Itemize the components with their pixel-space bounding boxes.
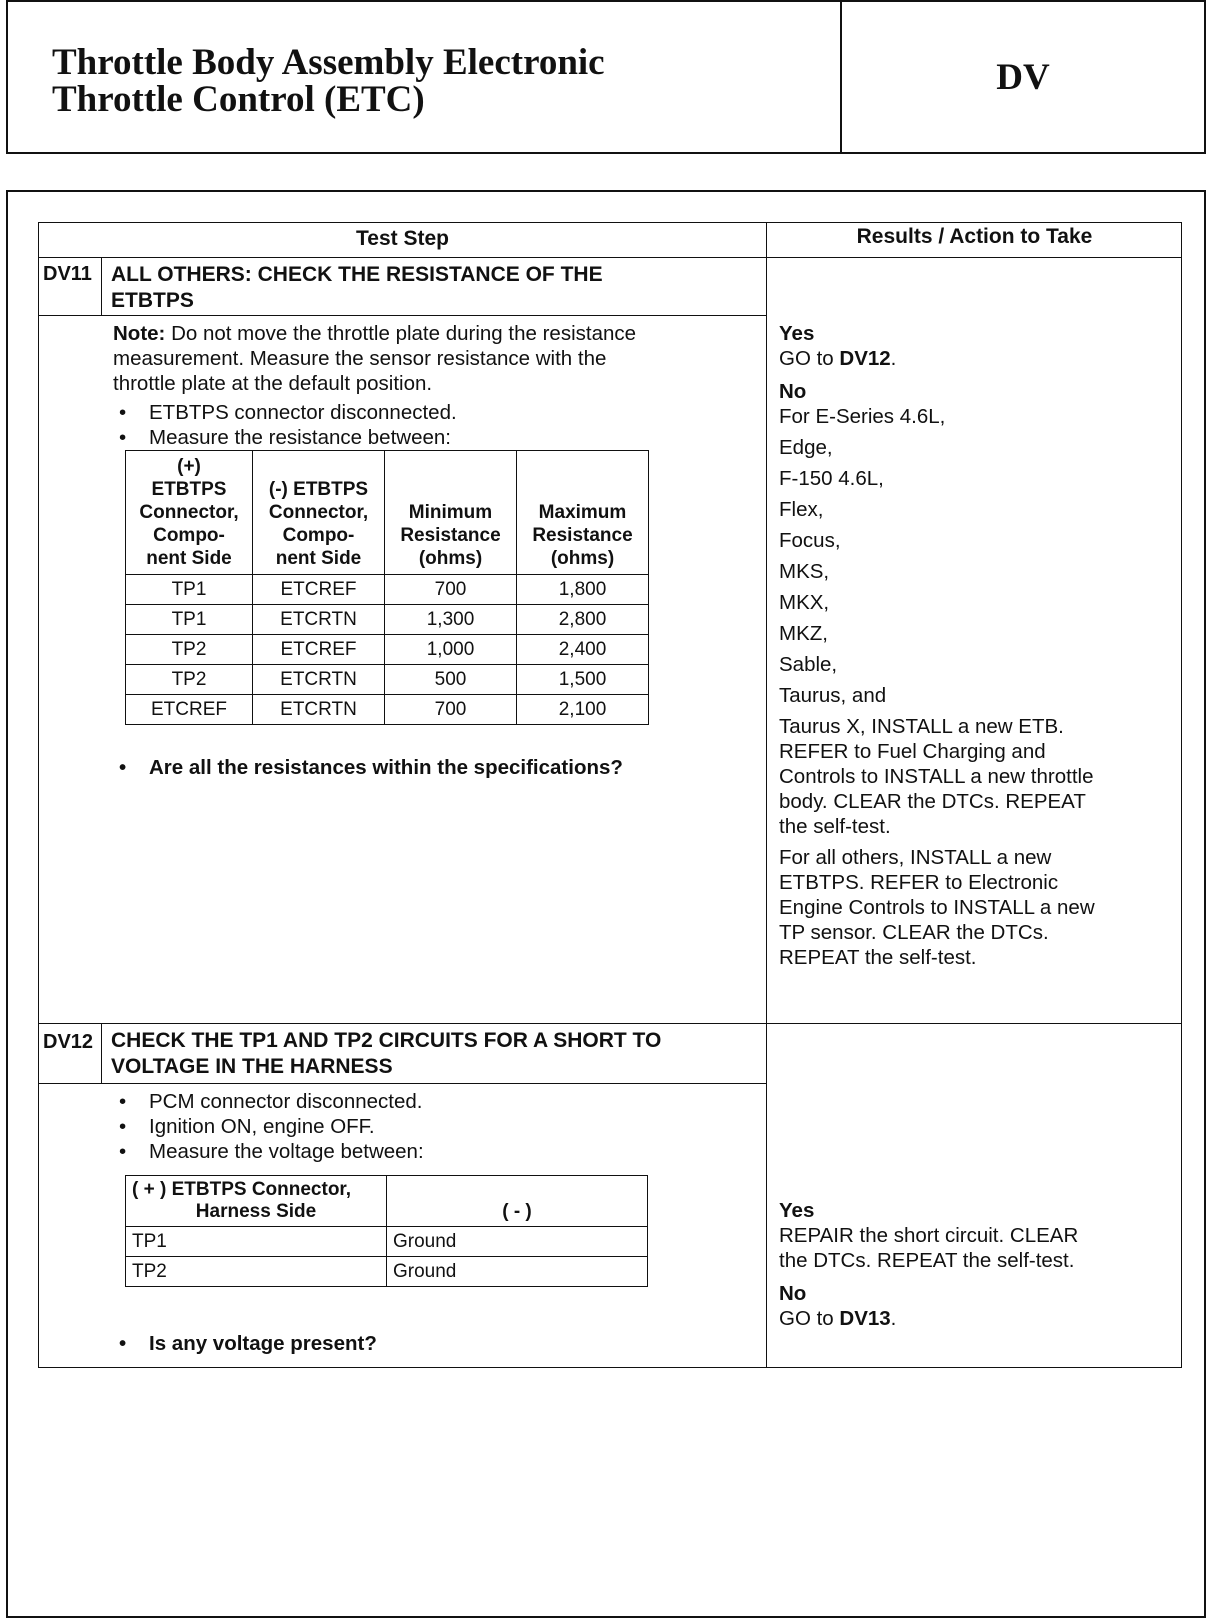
table-cell: 2,400 [517,635,649,665]
header-text: Resistance [532,525,633,546]
header-text: Compo- [153,525,225,546]
table-cell: TP1 [126,1227,387,1257]
note-label: Note: [113,322,166,345]
table-cell: 1,800 [517,575,649,605]
volt-header-positive [126,1176,387,1227]
header-text: Connector, [268,502,369,523]
dv11-step-id: DV11 [43,263,92,285]
table-cell: 500 [385,665,517,695]
volt-header-row [126,1176,648,1227]
page-title [8,2,842,152]
action-line: body. CLEAR the DTCs. REPEAT [779,790,1086,813]
yes-label: Yes [779,1199,815,1222]
header-text: Harness Side [195,1201,317,1222]
table-cell: 2,800 [517,605,649,635]
dv12-step-id: DV12 [43,1031,94,1053]
goto-link[interactable]: DV13 [839,1307,891,1330]
table-cell: ETCRTN [253,605,385,635]
dv11-id-divider [101,257,102,315]
page-title-line2: Throttle Control (ETC) [52,79,425,120]
header-text: ( + ) ETBTPS Connector, [132,1179,352,1200]
dv11-title-divider [39,315,766,316]
action-line: TP sensor. CLEAR the DTCs. [779,921,1049,944]
vehicle-item: Sable, [779,653,838,676]
action-line: Controls to INSTALL a new throttle [779,765,1094,788]
dv12-row-divider [39,1023,1181,1024]
action-text: . [890,347,897,370]
voltage-spec-table [125,1175,648,1287]
bullet-item: • Measure the voltage between: [113,1139,763,1164]
table-cell: Ground [387,1257,648,1287]
vehicle-item: MKX, [779,591,830,614]
header-text: ETBTPS [151,479,227,500]
dv11-results [779,321,1179,970]
table-cell: ETCREF [253,635,385,665]
dv12-title-line1: CHECK THE TP1 AND TP2 CIRCUITS FOR A SHORT TO [111,1029,662,1052]
dv12-question: • Is any voltage present? [113,1331,789,1356]
spec-header-negative [253,451,385,575]
action-text: GO to [779,1307,840,1330]
table-cell: 700 [385,695,517,725]
spec-header-minimum [385,451,517,575]
action-line: REPEAT the self-test. [779,946,977,969]
header-text: (-) ETBTPS [268,479,369,500]
header-text: nent Side [275,548,362,569]
table-cell: TP1 [126,575,253,605]
table-row [126,695,649,725]
table-row [126,635,649,665]
dv12-title-line2: VOLTAGE IN THE HARNESS [111,1055,393,1078]
dv12-step-title [111,1028,661,1080]
table-cell: TP2 [126,1257,387,1287]
vehicle-item: MKS, [779,560,830,583]
table-cell: ETCRTN [253,665,385,695]
vehicle-item: Flex, [779,498,824,521]
action-line: the DTCs. REPEAT the self-test. [779,1249,1075,1272]
bullet-item: • PCM connector disconnected. [113,1089,763,1114]
table-cell: TP2 [126,635,253,665]
header-text: (+) [177,456,201,477]
volt-header-negative: ( - ) [387,1176,648,1227]
table-cell: 2,100 [517,695,649,725]
header-text: (ohms) [550,548,615,569]
action-line: the self-test. [779,815,891,838]
no-label: No [779,380,807,403]
column-divider [766,223,767,1367]
table-cell: ETCREF [253,575,385,605]
no-action [779,1306,1179,1331]
test-step-table [38,222,1182,1368]
action-text: GO to [779,347,840,370]
table-cell: 1,000 [385,635,517,665]
column-header-test-step: Test Step [356,227,449,250]
table-cell: Ground [387,1227,648,1257]
dv12-id-divider [101,1023,102,1083]
dv11-title-line2: ETBTPS [111,289,194,312]
header-row-divider [39,257,1181,258]
action-line: Taurus X, INSTALL a new ETB. [779,715,1064,738]
action-line: ETBTPS. REFER to Electronic [779,871,1059,894]
table-row [126,1257,648,1287]
spec-header-positive [126,451,253,575]
header-text: nent Side [146,548,232,569]
header-text: Connector, [139,502,239,523]
vehicle-item: Taurus, and [779,684,887,707]
dv11-note [113,321,763,346]
bullet-item: • ETBTPS connector disconnected. [113,400,763,425]
header-text: (ohms) [418,548,483,569]
action-line: REPAIR the short circuit. CLEAR [779,1224,1079,1247]
note-text: throttle plate at the default position. [113,372,433,395]
action-text: . [890,1307,897,1330]
dv11-instructions [113,321,763,450]
bullet-item: • Ignition ON, engine OFF. [113,1114,763,1139]
yes-label: Yes [779,322,815,345]
dv12-title-divider [39,1083,766,1084]
action-line: Engine Controls to INSTALL a new [779,896,1095,919]
table-row [126,605,649,635]
table-cell: ETCREF [126,695,253,725]
dv12-results [779,1198,1179,1331]
resistance-spec-table [125,450,649,725]
table-cell: 1,300 [385,605,517,635]
spec-header-row [126,451,649,575]
dv11-step-title [111,262,603,314]
spec-header-maximum [517,451,649,575]
dv12-instructions [113,1089,763,1164]
table-cell: 700 [385,575,517,605]
page-title-line1: Throttle Body Assembly Electronic [52,42,605,83]
header-text: Minimum [408,502,493,523]
page-header [6,0,1206,154]
table-row [126,1227,648,1257]
table-row [126,575,649,605]
note-text: Do not move the throttle plate during the resistance [165,322,637,345]
main-frame [6,190,1206,1618]
vehicle-item: F-150 4.6L, [779,467,884,490]
vehicle-item: Focus, [779,529,841,552]
dv11-title-line1: ALL OTHERS: CHECK THE RESISTANCE OF THE [111,263,603,286]
table-cell: TP1 [126,605,253,635]
header-text: Compo- [282,525,355,546]
dv11-question: • Are all the resistances within the specifications? [113,755,789,780]
section-code: DV [996,56,1050,98]
bullet-item: • Measure the resistance between: [113,425,763,450]
header-text: Resistance [400,525,501,546]
yes-action [779,346,1179,371]
table-cell: TP2 [126,665,253,695]
note-text: measurement. Measure the sensor resistance with the [113,347,607,370]
table-cell: 1,500 [517,665,649,695]
vehicle-item: MKZ, [779,622,828,645]
action-line: For all others, INSTALL a new [779,846,1052,869]
table-cell: ETCRTN [253,695,385,725]
header-text: Maximum [538,502,627,523]
column-header-results: Results / Action to Take [856,225,1093,248]
vehicle-item: For E-Series 4.6L, [779,405,946,428]
no-label: No [779,1282,807,1305]
goto-link[interactable]: DV12 [839,347,891,370]
action-line: REFER to Fuel Charging and [779,740,1046,763]
vehicle-item: Edge, [779,436,833,459]
table-row [126,665,649,695]
